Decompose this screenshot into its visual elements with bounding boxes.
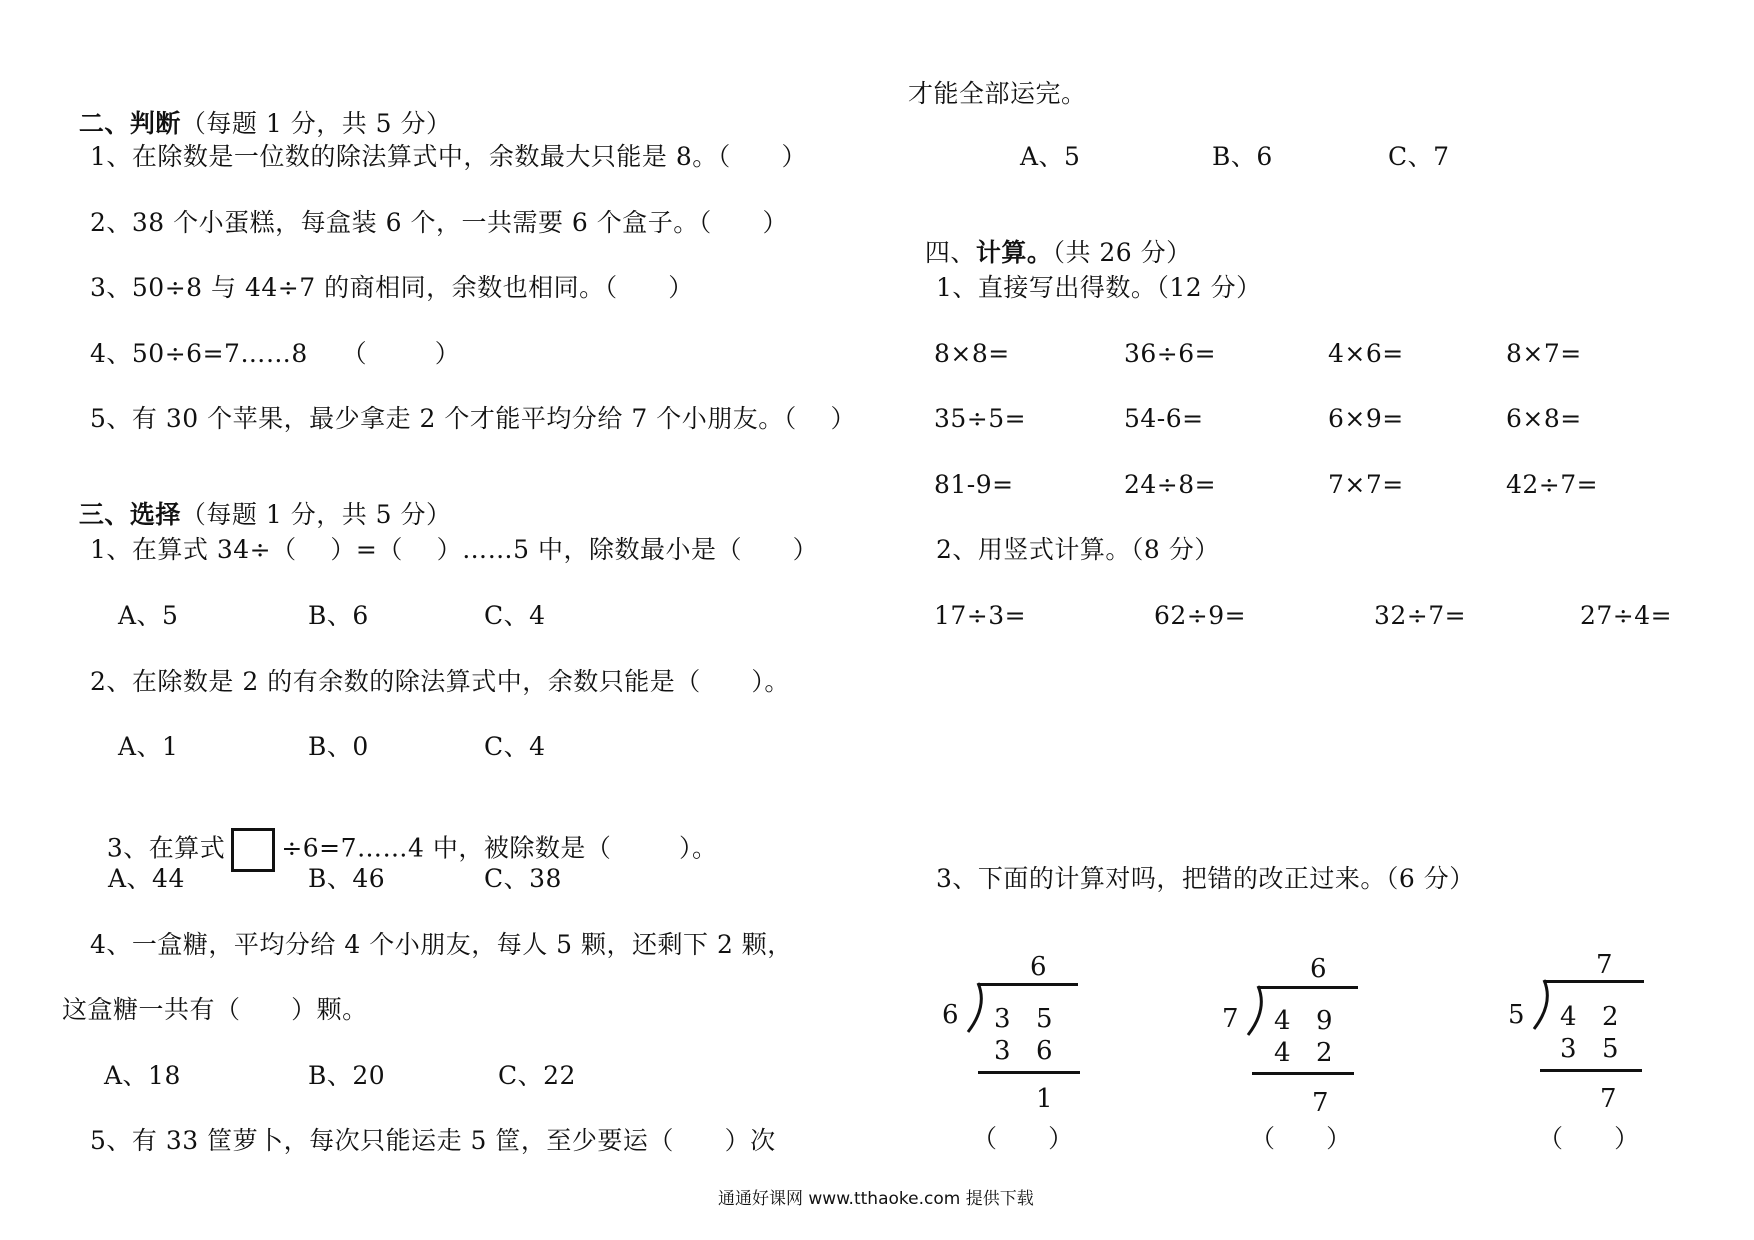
division-2-dividend-ones: 9 — [1316, 1006, 1333, 1036]
division-2-quotient: 6 — [1310, 954, 1327, 984]
division-3-product-tens: 3 — [1560, 1034, 1577, 1064]
division-2-bracket — [1244, 985, 1268, 1037]
division-1-answer: （ ） — [972, 1124, 1074, 1153]
division-3-quotient: 7 — [1596, 950, 1613, 980]
choice-q4-line2: 这盒糖一共有（ ）颗。 — [62, 995, 368, 1024]
judge-q5: 5、有 30 个苹果，最少拿走 2 个才能平均分给 7 个小朋友。（ ） — [90, 404, 856, 433]
choice-q3-option-b: B、46 — [308, 864, 386, 893]
section-3-heading: 三、选择 — [78, 500, 181, 529]
choice-q5: 5、有 33 筐萝卜，每次只能运走 5 筐，至少要运（ ）次 — [90, 1126, 776, 1155]
choice-q5-option-c: C、7 — [1388, 142, 1450, 171]
calc-q1: 1、直接写出得数。（12 分） — [936, 273, 1262, 302]
vertical-4: 27÷4= — [1580, 601, 1673, 630]
section-4-title — [908, 208, 1192, 268]
calc-q2: 2、用竖式计算。（8 分） — [936, 535, 1220, 564]
division-1-dividend-ones: 5 — [1036, 1004, 1053, 1034]
choice-q5-continued: 才能全部运完。 — [908, 79, 1087, 108]
section-4-number: 四、 — [924, 238, 976, 267]
choice-q3-suffix: ÷6=7……4 中，被除数是（ ）。 — [281, 833, 718, 863]
choice-q1-option-b: B、6 — [308, 601, 369, 630]
oral-1-1: 8×8= — [934, 339, 1010, 368]
vertical-1: 17÷3= — [934, 601, 1027, 630]
division-1-divisor: 6 — [942, 1000, 959, 1030]
oral-3-3: 7×7= — [1328, 470, 1404, 499]
choice-q1: 1、在算式 34÷（ ）=（ ）……5 中，除数最小是（ ） — [90, 535, 819, 564]
oral-3-2: 24÷8= — [1124, 470, 1217, 499]
calc-q3: 3、下面的计算对吗，把错的改正过来。（6 分） — [936, 864, 1475, 893]
oral-1-2: 36÷6= — [1124, 339, 1217, 368]
division-2-product-ones: 2 — [1316, 1038, 1333, 1068]
division-2-remainder: 7 — [1312, 1088, 1329, 1118]
oral-3-4: 42÷7= — [1506, 470, 1599, 499]
oral-3-1: 81-9= — [934, 470, 1014, 499]
choice-q1-option-c: C、4 — [484, 601, 546, 630]
division-1-quotient: 6 — [1030, 952, 1047, 982]
footer-source: 通通好课网 www.tthaoke.com 提供下载 — [718, 1189, 1034, 1209]
division-1-product-ones: 6 — [1036, 1036, 1053, 1066]
choice-q3 — [90, 798, 717, 872]
choice-q2-option-b: B、0 — [308, 732, 369, 761]
division-3-dividend-tens: 4 — [1560, 1002, 1577, 1032]
division-3-dividend-ones: 2 — [1602, 1002, 1619, 1032]
choice-q3-option-a: A、44 — [108, 864, 185, 893]
section-4-heading: 计算。 — [975, 238, 1053, 267]
division-2-sub-line — [1252, 1072, 1354, 1075]
choice-q2: 2、在除数是 2 的有余数的除法算式中，余数只能是（ ）。 — [90, 667, 790, 696]
division-1-sub-line — [978, 1071, 1080, 1074]
choice-q2-option-c: C、4 — [484, 732, 546, 761]
division-1-remainder: 1 — [1036, 1084, 1053, 1114]
oral-2-2: 54-6= — [1124, 404, 1204, 433]
division-3-bracket — [1530, 979, 1554, 1031]
oral-2-4: 6×8= — [1506, 404, 1582, 433]
division-1-dividend-tens: 3 — [994, 1004, 1011, 1034]
oral-1-3: 4×6= — [1328, 339, 1404, 368]
section-2-note: （每题 1 分，共 5 分） — [180, 109, 452, 138]
section-4-note: （共 26 分） — [1052, 238, 1192, 267]
section-3-title — [62, 470, 452, 530]
division-2-product-tens: 4 — [1274, 1038, 1291, 1068]
vertical-2: 62÷9= — [1154, 601, 1247, 630]
division-1-bar — [978, 983, 1078, 986]
choice-q3-option-c: C、38 — [484, 864, 562, 893]
choice-q3-prefix: 3、在算式 — [106, 833, 226, 863]
division-3-answer: （ ） — [1538, 1124, 1640, 1153]
choice-q4-option-b: B、20 — [308, 1061, 386, 1090]
section-2-title — [62, 79, 452, 139]
division-2-divisor: 7 — [1222, 1004, 1239, 1034]
choice-q2-option-a: A、1 — [118, 732, 179, 761]
choice-q5-option-a: A、5 — [1020, 142, 1081, 171]
section-3-note: （每题 1 分，共 5 分） — [180, 500, 452, 529]
choice-q4-line1: 4、一盒糖，平均分给 4 个小朋友，每人 5 颗，还剩下 2 颗， — [90, 930, 793, 959]
choice-q4-option-a: A、18 — [104, 1061, 181, 1090]
division-2-bar — [1258, 986, 1358, 989]
division-1-product-tens: 3 — [994, 1036, 1011, 1066]
judge-q2: 2、38 个小蛋糕，每盒装 6 个，一共需要 6 个盒子。（ ） — [90, 208, 788, 237]
oral-1-4: 8×7= — [1506, 339, 1582, 368]
choice-q5-option-b: B、6 — [1212, 142, 1273, 171]
division-1-bracket — [964, 982, 988, 1034]
choice-q1-option-a: A、5 — [118, 601, 179, 630]
judge-q3: 3、50÷8 与 44÷7 的商相同，余数也相同。（ ） — [90, 273, 694, 302]
division-3-sub-line — [1540, 1069, 1642, 1072]
vertical-3: 32÷7= — [1374, 601, 1467, 630]
division-3-remainder: 7 — [1600, 1084, 1617, 1114]
oral-2-3: 6×9= — [1328, 404, 1404, 433]
judge-q4: 4、50÷6=7……8 （ ） — [90, 339, 461, 368]
division-3-product-ones: 5 — [1602, 1034, 1619, 1064]
division-3-divisor: 5 — [1508, 1000, 1525, 1030]
division-3-bar — [1544, 980, 1644, 983]
section-2-heading: 二、判断 — [78, 109, 181, 138]
judge-q1: 1、在除数是一位数的除法算式中，余数最大只能是 8。（ ） — [90, 142, 807, 171]
division-2-dividend-tens: 4 — [1274, 1006, 1291, 1036]
blank-box — [231, 828, 275, 872]
division-2-answer: （ ） — [1250, 1124, 1352, 1153]
choice-q4-option-c: C、22 — [498, 1061, 576, 1090]
oral-2-1: 35÷5= — [934, 404, 1027, 433]
